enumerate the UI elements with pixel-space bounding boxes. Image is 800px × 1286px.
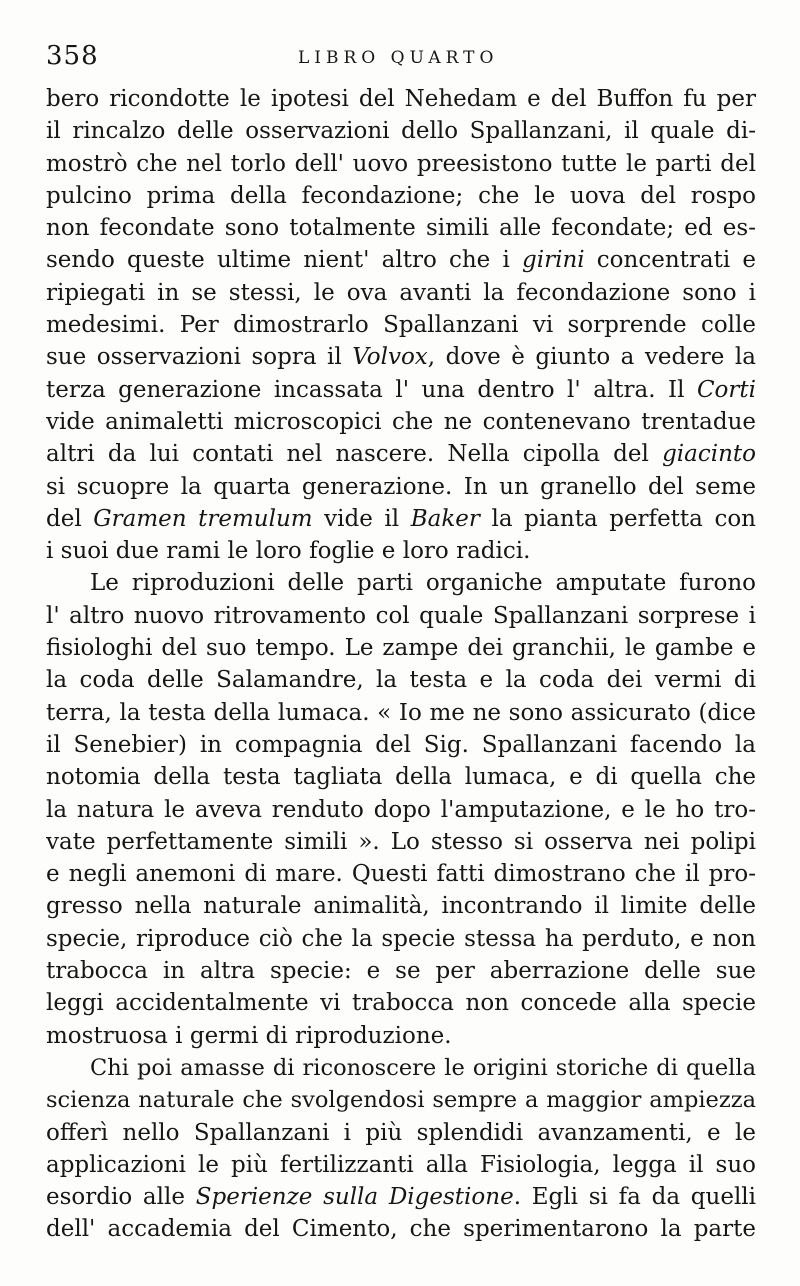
text-line: pulcino prima della fecondazione; che le uova del rospo: [46, 182, 756, 209]
text-line: gresso nella naturale animalità, incontrando il limite delle: [46, 893, 756, 920]
text-line: si scuopre la quarta generazione. In un granello del seme: [46, 473, 756, 500]
text-line: applicazioni le più fertilizzanti alla Fisiologia, legga il suo: [46, 1151, 756, 1178]
text-line: scienza naturale che svolgendosi sempre a maggior ampiezza: [46, 1087, 756, 1114]
text-line: sue osservazioni sopra il Volvox, dove è giunto a vedere la: [46, 344, 756, 371]
text-line: Le riproduzioni delle parti organiche amputate furono: [90, 570, 756, 597]
text-line: non fecondate sono totalmente simili alle fecondate; ed es-: [46, 215, 756, 242]
page-number: 358: [46, 41, 99, 71]
text-line: mostrò che nel torlo dell' uovo preesistono tutte le parti del: [46, 150, 756, 177]
text-line: Chi poi amasse di riconoscere le origini storiche di quella: [90, 1054, 756, 1081]
text-line: mostruosa i germi di riproduzione.: [46, 1022, 452, 1049]
text-line: medesimi. Per dimostrarlo Spallanzani vi sorprende colle: [46, 312, 756, 339]
text-line: trabocca in altra specie: e se per aberrazione delle sue: [46, 958, 756, 985]
text-line: terza generazione incassata l' una dentro l' altra. Il Corti: [46, 376, 756, 403]
text-line: ripiegati in se stessi, le ova avanti la fecondazione sono i: [46, 279, 756, 306]
text-line: dell' accademia del Cimento, che sperimentarono la parte: [46, 1216, 756, 1243]
text-line: il Senebier) in compagnia del Sig. Spallanzani facendo la: [46, 731, 756, 758]
text-line: specie, riproduce ciò che la specie stessa ha perduto, e non: [46, 925, 756, 952]
text-line: altri da lui contati nel nascere. Nella cipolla del giacinto: [46, 441, 756, 468]
text-line: fisiologhi del suo tempo. Le zampe dei granchii, le gambe e: [46, 635, 756, 662]
text-line: offerì nello Spallanzani i più splendidi avanzamenti, e le: [46, 1119, 756, 1146]
text-line: esordio alle Sperienze sulla Digestione. Egli si fa da quelli: [46, 1184, 756, 1211]
text-line: sendo queste ultime nient' altro che i girini concentrati e: [46, 247, 756, 274]
running-head: LIBRO QUARTO: [298, 48, 499, 68]
text-line: leggi accidentalmente vi trabocca non concede alla specie: [46, 990, 756, 1017]
text-line: notomia della testa tagliata della lumaca, e di quella che: [46, 764, 756, 791]
page-header: [46, 38, 758, 78]
text-line: vide animaletti microscopici che ne contenevano trentadue: [46, 408, 756, 435]
text-line: la coda delle Salamandre, la testa e la coda dei vermi di: [46, 667, 756, 694]
text-line: e negli anemoni di mare. Questi fatti dimostrano che il pro-: [46, 861, 756, 888]
text-line: bero ricondotte le ipotesi del Nehedam e del Buffon fu per: [46, 86, 756, 112]
text-line: i suoi due rami le loro foglie e loro radici.: [46, 538, 531, 565]
text-line: l' altro nuovo ritrovamento col quale Spallanzani sorprese i: [46, 602, 756, 629]
text-line: il rincalzo delle osservazioni dello Spallanzani, il quale di-: [46, 118, 756, 145]
body-text: [46, 83, 756, 1246]
text-line: terra, la testa della lumaca. « Io me ne sono assicurato (dice: [46, 699, 756, 726]
text-line: la natura le aveva renduto dopo l'amputazione, e le ho tro-: [46, 796, 756, 823]
text-line: vate perfettamente simili ». Lo stesso si osserva nei polipi: [46, 828, 756, 855]
text-line: del Gramen tremulum vide il Baker la pianta perfetta con: [46, 505, 756, 532]
